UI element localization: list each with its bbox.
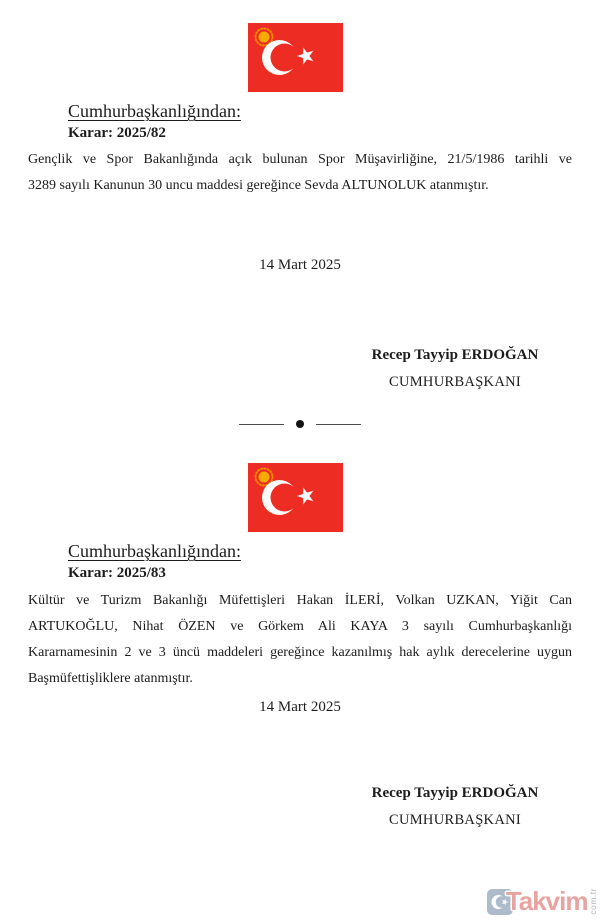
decree-body-line: Başmüfettişliklere atanmıştır.: [28, 671, 193, 686]
watermark-suffix: com.tr: [587, 888, 598, 915]
decree-body-line: ARTUKOĞLU, Nihat ÖZEN ve Görkem Ali KAYA 3 sayılı Cumhurbaşkanlığı: [28, 619, 572, 634]
signature-name: Recep Tayyip ERDOĞAN: [371, 785, 539, 801]
signature-title: CUMHURBAŞKANI: [389, 374, 521, 390]
watermark-text: Takvim: [505, 886, 588, 916]
decree-body-line: Kararnamesinin 2 ve 3 üncü maddeleri gereğince kazanılmış hak aylık derecelerine uygun: [28, 645, 572, 660]
decree-date: 14 Mart 2025: [259, 699, 341, 715]
separator-dot-icon: [296, 420, 304, 428]
separator-line: [316, 424, 361, 425]
decree-number: Karar: 2025/83: [68, 565, 166, 581]
decree-body: [28, 147, 572, 199]
decree-heading: Cumhurbaşkanlığından:: [68, 101, 241, 121]
signature-block: [355, 346, 555, 391]
decree-body-line: Kültür ve Turizm Bakanlığı Müfettişleri Hakan İLERİ, Volkan UZKAN, Yiğit Can: [28, 593, 572, 608]
decree-number: Karar: 2025/82: [68, 125, 166, 141]
signature-title: CUMHURBAŞKANI: [389, 812, 521, 828]
decree-heading: Cumhurbaşkanlığından:: [68, 541, 241, 561]
signature-block: [355, 784, 555, 829]
separator-line: [239, 424, 284, 425]
turkish-flag-icon: [248, 23, 343, 92]
decree-body-line: Gençlik ve Spor Bakanlığında açık bulunan Spor Müşavirliğine, 21/5/1986 tarihli ve: [28, 152, 572, 167]
decree-body: [28, 588, 572, 692]
section-separator: [0, 416, 600, 432]
decree-date: 14 Mart 2025: [259, 257, 341, 273]
signature-name: Recep Tayyip ERDOĞAN: [371, 347, 539, 363]
turkish-flag-icon: [248, 463, 343, 532]
decree-body-line: 3289 sayılı Kanunun 30 uncu maddesi gereğince Sevda ALTUNOLUK atanmıştır.: [28, 178, 489, 193]
takvim-watermark: [487, 886, 597, 917]
